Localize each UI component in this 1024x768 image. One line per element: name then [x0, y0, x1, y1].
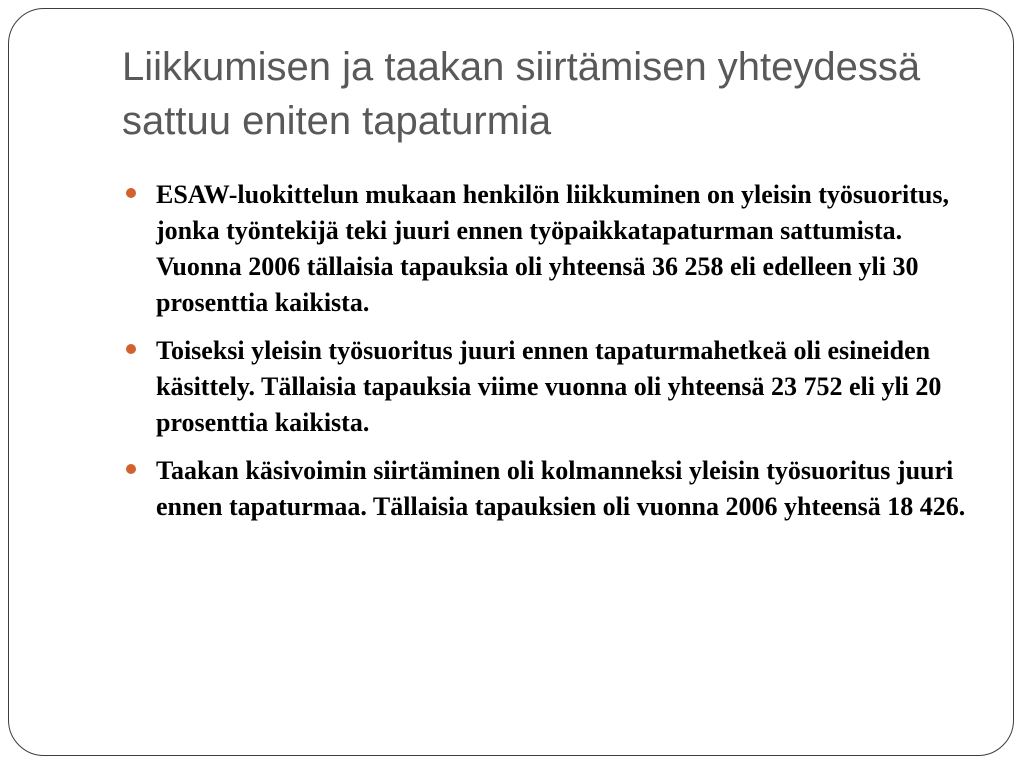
bullet-item	[126, 453, 986, 525]
slide-frame	[8, 8, 1014, 756]
bullet-list	[126, 177, 986, 537]
bullet-item	[126, 333, 986, 441]
bullet-text: ESAW-luokittelun mukaan henkilön liikkuminen on yleisin työsuoritus, jonka työntekijä teki juuri ennen työpaikkatapaturman sattumista. Vuonna 2006 tällaisia tapauksia oli yhteensä 36 258 eli edelleen yli 30 prosenttia kaikista.	[156, 180, 949, 317]
bullet-text: Toiseksi yleisin työsuoritus juuri ennen tapaturmahetkeä oli esineiden käsittely. Tällaisia tapauksia viime vuonna oli yhteensä 23 752 eli yli 20 prosenttia kaikista.	[156, 336, 942, 437]
bullet-dot-icon	[126, 464, 136, 474]
bullet-text: Taakan käsivoimin siirtäminen oli kolmanneksi yleisin työsuoritus juuri ennen tapaturmaa. Tällaisia tapauksien oli vuonna 2006 yhteensä 18 426.	[156, 456, 966, 521]
bullet-item	[126, 177, 986, 321]
bullet-dot-icon	[126, 188, 136, 198]
bullet-dot-icon	[126, 344, 136, 354]
slide-title: Liikkumisen ja taakan siirtämisen yhteydessä sattuu eniten tapaturmia	[122, 45, 921, 143]
